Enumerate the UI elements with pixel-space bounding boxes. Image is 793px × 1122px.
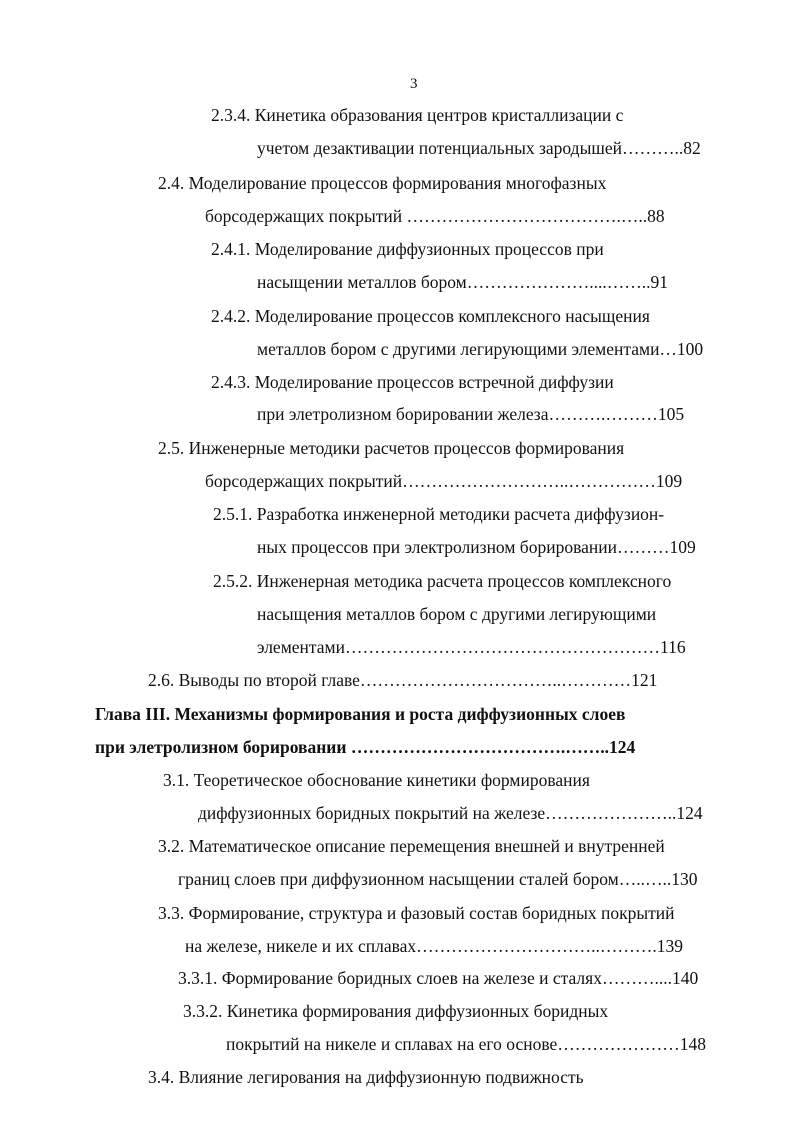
toc-line: 2.5.2. Инженерная методика расчета процессов комплексного	[213, 571, 672, 591]
toc-line: ных процессов при электролизном борировании………109	[257, 537, 696, 557]
toc-line: 3.4. Влияние легирования на диффузионную подвижность	[148, 1067, 584, 1087]
toc-line: 2.4.3. Моделирование процессов встречной диффузии	[211, 372, 614, 392]
toc-line: элементами………………………………………………116	[257, 637, 686, 657]
toc-line: при элетролизном борировании железа……….………105	[257, 404, 685, 424]
toc-line: 3.3.2. Кинетика формирования диффузионных боридных	[183, 1001, 609, 1021]
toc-line: насыщении металлов бором…………………....……..91	[257, 272, 668, 292]
chapter-heading: Глава III. Механизмы формирования и роста диффузионных слоев	[95, 704, 626, 724]
toc-line: 2.5. Инженерные методики расчетов процессов формирования	[158, 438, 625, 458]
toc-line: 2.4.2. Моделирование процессов комплексного насыщения	[211, 306, 650, 326]
toc-line: 3.3.1. Формирование боридных слоев на железе и сталях………....140	[178, 968, 699, 988]
toc-line: покрытий на никеле и сплавах на его основе…………………148	[226, 1034, 707, 1054]
toc-line: борсодержащих покрытий ……………………………….…..88	[205, 206, 665, 226]
toc-line: границ слоев при диффузионном насыщении сталей бором…..…..130	[178, 869, 698, 889]
toc-line: 3.1. Теоретическое обоснование кинетики формирования	[163, 770, 590, 790]
toc-line: насыщения металлов бором с другими легирующими	[257, 604, 657, 624]
toc-line: 3.3. Формирование, структура и фазовый состав боридных покрытий	[158, 903, 675, 923]
toc-line: 2.4. Моделирование процессов формирования многофазных	[158, 173, 607, 193]
toc-line: 2.6. Выводы по второй главе……………………………..…………121	[148, 670, 658, 690]
toc-line: борсодержащих покрытий………………………..……………109	[205, 471, 683, 491]
toc-line: 2.4.1. Моделирование диффузионных процессов при	[211, 239, 604, 259]
toc-line: диффузионных боридных покрытий на железе…………………..124	[198, 803, 703, 823]
toc-line: металлов бором с другими легирующими элементами…100	[257, 339, 704, 359]
toc-line: 3.2. Математическое описание перемещения внешней и внутренней	[158, 836, 665, 856]
toc-line: на железе, никеле и их сплавах…………………………..……….139	[185, 936, 684, 956]
page-number: 3	[410, 76, 418, 92]
toc-line: учетом дезактивации потенциальных зародышей………..82	[257, 138, 701, 158]
chapter-heading: при элетролизном борировании ……………………………….……..124	[95, 737, 636, 757]
toc-line: 2.3.4. Кинетика образования центров кристаллизации с	[211, 105, 624, 125]
toc-line: 2.5.1. Разработка инженерной методики расчета диффузион-	[213, 504, 665, 524]
